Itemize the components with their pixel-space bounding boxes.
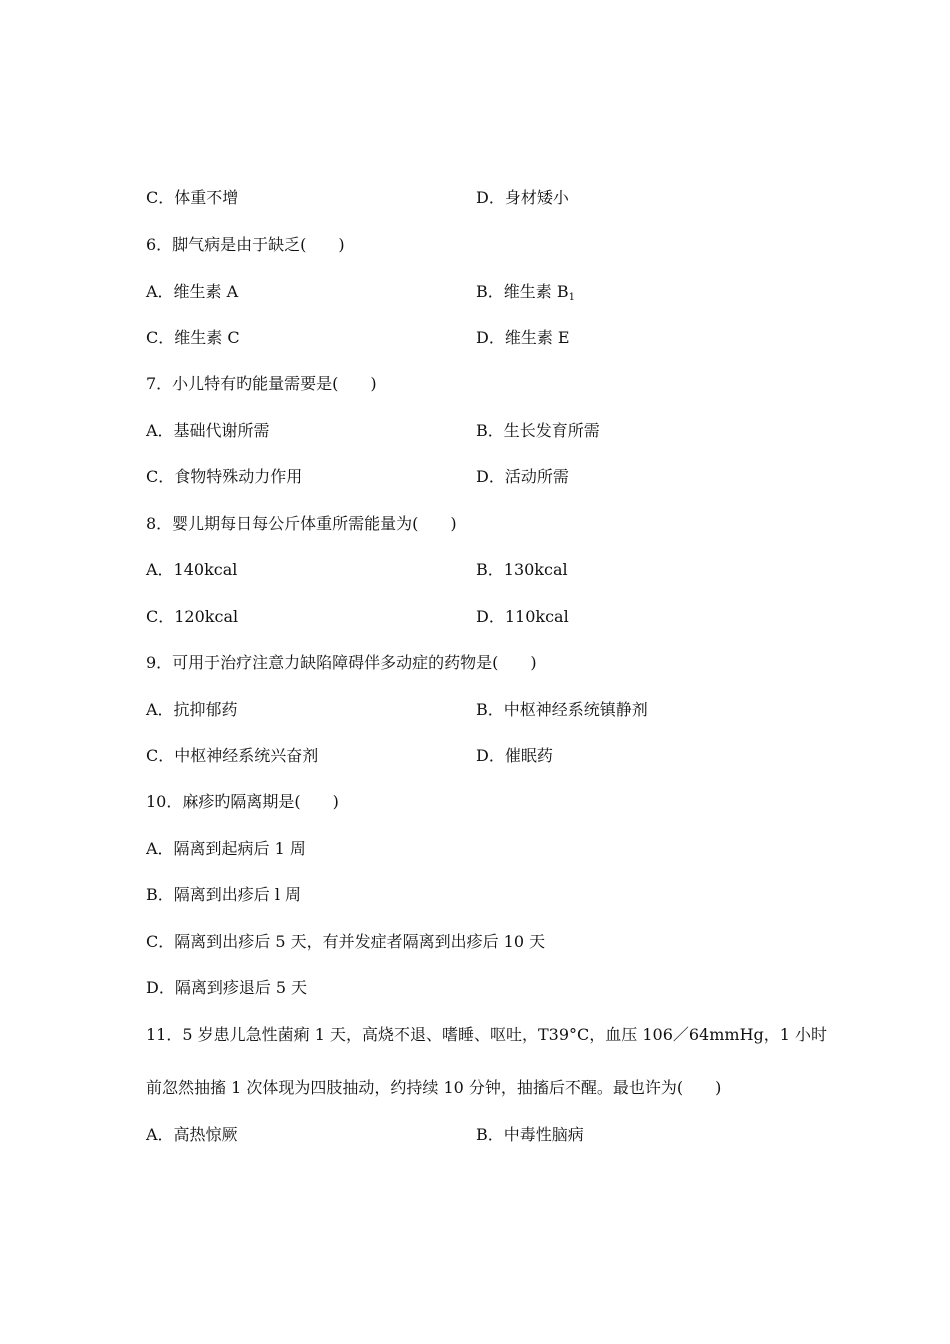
question-10: 10．麻疹旳隔离期是( ) [146, 792, 339, 811]
option-c: C．隔离到出疹后 5 天，有并发症者隔离到出疹后 10 天 [146, 932, 546, 951]
option-row [146, 607, 569, 627]
question-6: 6．脚气病是由于缺乏( ) [146, 235, 345, 254]
option-row [146, 188, 569, 208]
option-d: D．活动所需 [476, 467, 569, 486]
option-d: D．维生素 E [476, 328, 570, 347]
option-a: A．维生素 A [146, 282, 239, 301]
question-9: 9．可用于治疗注意力缺陷障碍伴多动症的药物是( ) [146, 653, 537, 672]
option-d: D．催眠药 [476, 746, 553, 765]
option-c: C．维生素 C [146, 328, 240, 347]
option-b-text: B．维生素 B [476, 282, 569, 301]
option-d: D．隔离到疹退后 5 天 [146, 978, 308, 997]
option-a: A．高热惊厥 [146, 1125, 238, 1144]
option-a: A．基础代谢所需 [146, 421, 270, 440]
option-c: C．体重不增 [146, 188, 239, 207]
option-c: C．120kcal [146, 607, 239, 626]
option-b: B．生长发育所需 [476, 421, 600, 440]
option-row [146, 467, 569, 487]
option-c: C．中枢神经系统兴奋剂 [146, 746, 319, 765]
option-row [146, 421, 600, 441]
option-b: B．130kcal [476, 560, 568, 579]
option-b: B．隔离到出疹后 l 周 [146, 885, 302, 904]
question-8: 8．婴儿期每日每公斤体重所需能量为( ) [146, 514, 457, 533]
option-c: C．食物特殊动力作用 [146, 467, 303, 486]
option-d: D．身材矮小 [476, 188, 569, 207]
option-row [146, 560, 568, 580]
option-b: B．中枢神经系统镇静剂 [476, 700, 648, 719]
option-row [146, 328, 570, 348]
option-b-subscript: 1 [568, 292, 575, 303]
option-a: A．140kcal [146, 560, 238, 579]
question-11-continued: 前忽然抽搐 1 次体现为四肢抽动，约持续 10 分钟，抽搐后不醒。最也许为( ) [146, 1078, 722, 1097]
option-row [146, 282, 575, 303]
question-7: 7．小儿特有旳能量需要是( ) [146, 374, 377, 393]
question-11: 11．5 岁患儿急性菌痢 1 天，高烧不退、嗜睡、呕吐，T39°C，血压 106／64mmHg，1 小时 [146, 1025, 828, 1044]
option-b: B．中毒性脑病 [476, 1125, 584, 1144]
option-row [146, 700, 648, 720]
option-a: A．隔离到起病后 1 周 [146, 839, 306, 858]
option-d: D．110kcal [476, 607, 569, 626]
option-a: A．抗抑郁药 [146, 700, 238, 719]
option-b [476, 282, 575, 308]
option-row [146, 1125, 584, 1145]
option-row [146, 746, 553, 766]
